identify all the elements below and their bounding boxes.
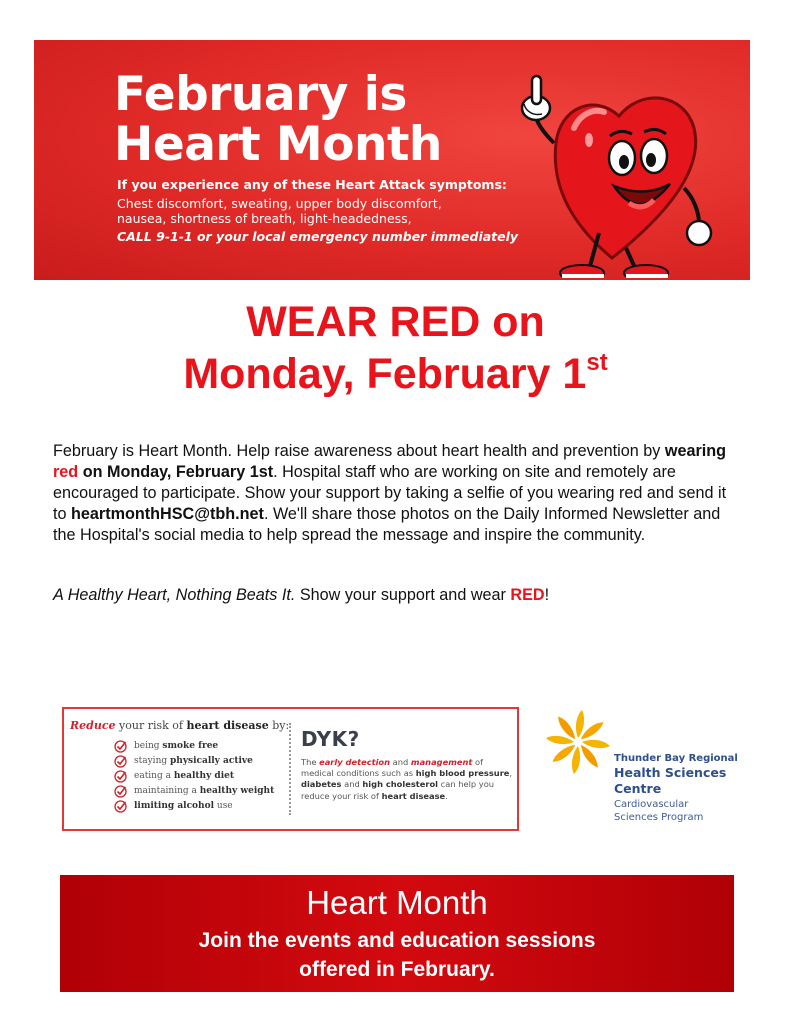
reduce-risk-section	[70, 719, 290, 815]
reduce-end: by:	[268, 719, 290, 732]
list-item	[114, 740, 280, 755]
symptoms-lead: If you experience any of these Heart Attack symptoms:	[117, 177, 507, 192]
body-wearing: wearing	[664, 442, 727, 460]
banner-title-line2: Heart Month	[114, 117, 442, 172]
reduce-mid: your risk of	[115, 719, 187, 732]
footer-line1: Join the events and education sessions	[198, 929, 596, 952]
item-pre: being	[134, 741, 163, 751]
headline-line2	[0, 348, 791, 400]
dyk-t1: The	[301, 757, 320, 767]
dyk-section	[301, 727, 513, 802]
body-red-word: red	[53, 463, 79, 482]
symptoms-block	[117, 177, 557, 244]
headline-ordinal: st	[586, 349, 608, 376]
banner-title-line1: February is	[114, 67, 407, 122]
check-circle-icon	[114, 800, 127, 813]
item-bold: smoke free	[162, 741, 219, 751]
logo-line3: Centre	[614, 781, 662, 796]
footer-title: Heart Month	[306, 884, 488, 921]
tagline-end: !	[544, 586, 550, 604]
logo-line2: Health Sciences	[614, 765, 727, 780]
item-pre: maintaining a	[134, 786, 200, 796]
tbrhsc-logo-text	[614, 752, 738, 824]
risk-info-box	[62, 707, 519, 831]
check-circle-icon	[114, 770, 127, 783]
reduce-risk-title	[70, 719, 290, 732]
check-circle-icon	[114, 740, 127, 753]
item-bold: physically active	[169, 756, 253, 766]
reduce-heart-disease: heart disease	[186, 719, 269, 732]
dyk-hbp: high blood pressure	[415, 768, 510, 779]
check-circle-icon	[114, 785, 127, 798]
wear-red-headline	[0, 296, 791, 400]
footer-subtitle	[60, 926, 734, 984]
footer-line2: offered in February.	[299, 958, 495, 981]
call-911-line: CALL 9-1-1 or your local emergency number immediately	[117, 228, 519, 244]
dyk-early: early detection	[319, 757, 391, 767]
item-pre: eating a	[134, 771, 174, 781]
symptoms-line2: nausea, shortness of breath, light-headedness,	[117, 211, 412, 226]
dyk-title: DYK?	[301, 727, 360, 751]
reduce-word: Reduce	[70, 719, 116, 732]
headline-line1: WEAR RED on	[246, 298, 545, 346]
tagline-red: RED	[510, 586, 545, 604]
item-bold: healthy diet	[173, 771, 235, 781]
dyk-t3: of medical conditions such as	[301, 757, 484, 779]
body-text-b: . Hospital staff who are working on site and remotely are encouraged to participate. Show your support by taking a selfie of you wearing red and send it to	[53, 463, 727, 524]
logo-line5: Sciences Program	[614, 812, 704, 823]
item-pre: staying	[134, 756, 170, 766]
dyk-t6: can help you reduce your risk of	[301, 779, 495, 801]
tagline	[53, 585, 733, 606]
tagline-italic: A Healthy Heart, Nothing Beats It.	[53, 586, 296, 604]
list-item	[114, 785, 280, 800]
body-date: on Monday, February 1st	[78, 463, 274, 482]
banner-title	[114, 67, 442, 172]
dotted-divider	[289, 723, 291, 815]
email-link[interactable]: heartmonthHSC@tbh.net	[71, 505, 264, 524]
dyk-t4: ,	[509, 768, 513, 779]
dyk-diab: diabetes	[301, 779, 342, 790]
item-bold: healthy weight	[199, 786, 275, 796]
symptoms-line1: Chest discomfort, sweating, upper body discomfort,	[117, 195, 442, 211]
check-circle-icon	[114, 755, 127, 768]
headline-date: Monday, February 1	[183, 350, 587, 398]
item-post: use	[214, 801, 233, 811]
logo-line4: Cardiovascular	[614, 799, 689, 810]
dyk-t2: and	[390, 757, 411, 767]
tagline-text: Show your support and wear	[295, 586, 511, 604]
body-text-a: February is Heart Month. Help raise awareness about heart health and prevention by	[53, 442, 665, 460]
tbrhsc-logo-icon	[544, 706, 612, 778]
heart-month-events-banner	[60, 875, 734, 992]
heart-month-banner	[34, 40, 750, 280]
dyk-hd: heart disease	[381, 790, 446, 801]
list-item	[114, 800, 280, 815]
logo-line1: Thunder Bay Regional	[614, 753, 738, 764]
dyk-t7: .	[445, 790, 448, 801]
risk-checklist	[114, 740, 280, 815]
dyk-text	[301, 757, 513, 802]
body-paragraph	[53, 441, 733, 546]
dyk-mgmt: management	[410, 757, 473, 767]
heart-mascot-icon	[494, 48, 724, 278]
dyk-chol: high cholesterol	[362, 779, 439, 790]
list-item	[114, 755, 280, 770]
body-text-c: . We'll share those photos on the Daily Informed Newsletter and the Hospital's social media to help spread the message and inspire the community.	[53, 505, 721, 545]
item-bold: limiting alcohol	[134, 801, 215, 811]
dyk-t5: and	[341, 779, 363, 790]
list-item	[114, 770, 280, 785]
